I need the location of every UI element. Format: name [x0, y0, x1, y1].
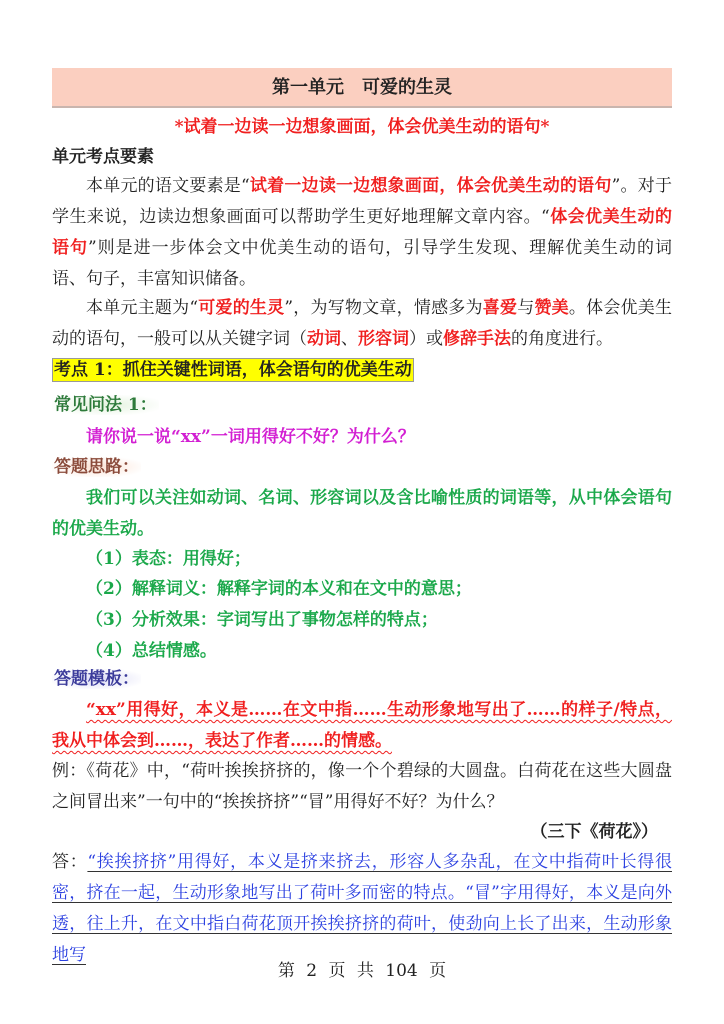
approach-text: 我们可以关注如动词、名词、形容词以及含比喻性质的词语等，从中体会语句的优美生动。	[52, 488, 672, 539]
highlight-text: 修辞手法	[443, 329, 511, 349]
text: 、	[341, 329, 358, 349]
text: ”，为写物文章，情感多为	[284, 298, 483, 318]
page-footer: 第 2 页 共 104 页	[277, 961, 447, 981]
text: 本单元主题为“	[86, 298, 199, 318]
step-item: （4）总结情感。	[86, 641, 217, 661]
highlight-text: 动词	[307, 329, 341, 349]
answer-label: 答：	[52, 852, 88, 872]
kaodian-row	[52, 355, 672, 386]
question-label: 常见问法 1：	[54, 395, 157, 415]
text: ”。对于学生来说，边读边想象画面可以帮助学生更好地理解文章内容。“	[52, 176, 672, 227]
text: 的角度进行。	[511, 329, 613, 349]
highlight-text: 形容词	[358, 329, 409, 349]
step-item: （2）解释词义：解释字词的本义和在文中的意思；	[86, 579, 472, 599]
example-question: 例：《荷花》中，“荷叶挨挨挤挤的，像一个个碧绿的大圆盘。白荷花在这些大圆盘之间冒出来”一句中的“挨挨挤挤”“冒”用得好不好？为什么？	[52, 761, 672, 812]
template-label-row	[52, 664, 672, 695]
highlight-text: 喜爱	[482, 298, 518, 318]
highlight-text: 可爱的生灵	[198, 298, 285, 318]
text: ）或	[409, 329, 443, 349]
question-text: 请你说一说“xx”一词用得好不好？为什么？	[86, 427, 415, 447]
step-item: （3）分析效果：字词写出了事物怎样的特点；	[86, 610, 438, 630]
template-label: 答题模板：	[54, 669, 139, 689]
example-source: （三下《荷花》）	[530, 822, 658, 842]
text: 本单元的语文要素是“	[86, 176, 250, 196]
text: 与	[517, 298, 535, 318]
text: ”则是进一步体会文中优美生动的语句，引导学生发现、理解优美生动的词语、句子，丰富知识储备。	[52, 238, 672, 289]
text: 。体会优美生动的语句，一般可以从关键字词（	[52, 298, 673, 349]
paragraph-2	[52, 293, 672, 355]
unit-title: 第一单元 可爱的生灵	[52, 68, 672, 108]
kaodian-heading: 考点 1：抓住关键性词语，体会语句的优美生动	[54, 360, 412, 380]
approach-label: 答题思路：	[54, 457, 139, 477]
highlight-text: 赞美	[534, 298, 569, 318]
step-item: （1）表态：用得好；	[86, 549, 251, 569]
template-text: “xx”用得好，本义是……在文中指……生动形象地写出了……的样子/特点，我从中体会到……，表达了作者……的情感。	[52, 700, 672, 751]
answer-block	[52, 847, 672, 971]
question-label-row	[52, 390, 672, 421]
approach-label-row	[52, 452, 672, 483]
answer-text: “挨挨挤挤”用得好，本义是挤来挤去，形容人多杂乱，在文中指荷叶长得很密，挤在一起，生动形象地写出了荷叶多而密的特点。“冒”字用得好，本义是向外透，往上升，在文中指白荷花顶开挨挨挤挤的荷叶，使劲向上长了出来，生动形象地写	[52, 852, 672, 965]
paragraph-1	[52, 171, 672, 295]
unit-subtitle: *试着一边读一边想象画面，体会优美生动的语句*	[174, 117, 550, 137]
section-heading: 单元考点要素	[52, 147, 154, 167]
highlight-text: 试着一边读一边想象画面，体会优美生动的语句	[249, 176, 612, 196]
steps-list	[52, 544, 672, 667]
template-text-block	[52, 695, 672, 757]
highlight-text: 体会优美生动的语句	[52, 207, 672, 258]
